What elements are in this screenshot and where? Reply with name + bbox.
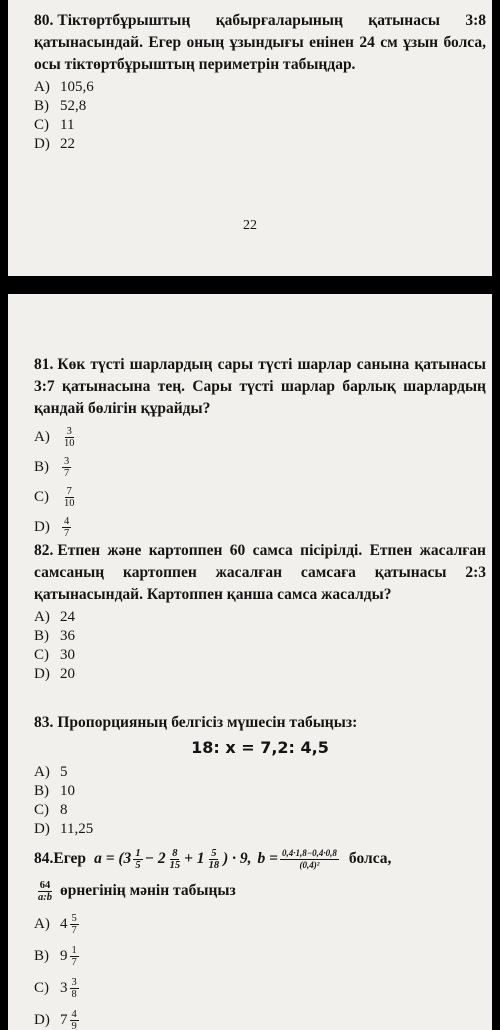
- option-82-d[interactable]: D) 20: [34, 666, 75, 682]
- option-81-d[interactable]: D) $\frac{4}{7}$: [34, 515, 70, 539]
- question-81-stem: [34, 354, 486, 420]
- option-81-b[interactable]: B) $\frac{3}{7}$: [34, 455, 70, 479]
- option-84-a[interactable]: A) 4 $\frac{5}{7}$: [34, 912, 77, 936]
- option-82-a[interactable]: A) 24: [34, 609, 75, 625]
- option-84-d[interactable]: D) 7 $\frac{4}{9}$: [34, 1008, 77, 1030]
- fraction: $\frac{3}{7}$: [64, 455, 70, 479]
- question-81-text: Көк түсті шарлардың сары түсті шарлар санына қатынасы 3:7 қатынасына тең. Сары түсті шарлар барлық шарлардың қандай бөлігін құрайды?: [34, 356, 486, 417]
- question-81-number: 81.: [34, 356, 54, 373]
- question-83-text: Пропорцияның белгісіз мүшесін табыңыз:: [57, 714, 358, 731]
- option-80-c[interactable]: C) 11: [34, 117, 75, 133]
- question-83-options: [34, 763, 486, 839]
- expression-b: b = $\frac{0,4\cdot 1,8-0,4\cdot 0,8}{\text{(0,4)²}}$: [257, 847, 337, 870]
- option-82-c[interactable]: C) 30: [34, 647, 75, 663]
- option-80-d[interactable]: D) 22: [34, 136, 75, 152]
- fraction: $\frac{3}{10}$: [64, 425, 75, 449]
- proportion-formula: 18: x = 7,2: 4,5: [191, 738, 329, 757]
- question-80-number: 80.: [34, 12, 54, 29]
- question-81: [34, 354, 486, 542]
- page-bottom: [8, 294, 492, 1030]
- question-82-options: [34, 608, 486, 684]
- question-84-stem: 84. Егер a = (3 $\frac{1}{5}$ − 2 $\frac{8}{15}$ + 1 $\frac{5}{18}$ ) · 9, b = $\frac{0,4\cdot 1,8-0,4\cdot 0,8}{\text{(0,4)²}}$ болса,: [34, 842, 486, 876]
- question-83-stem: [34, 712, 486, 734]
- option-80-a[interactable]: A) 105,6: [34, 79, 94, 95]
- question-84-number: 84.: [34, 850, 54, 867]
- option-81-a[interactable]: A) $\frac{3}{10}$: [34, 425, 75, 449]
- question-81-options: [34, 422, 486, 542]
- page-top: [8, 0, 492, 276]
- question-84-options: [34, 908, 486, 1030]
- option-83-a[interactable]: A) 5: [34, 764, 68, 780]
- fraction: $\frac{7}{10}$: [64, 485, 75, 509]
- question-82-stem: [34, 540, 486, 606]
- question-82-number: 82.: [34, 542, 54, 559]
- option-83-c[interactable]: C) 8: [34, 802, 68, 818]
- fraction: $\frac{4}{7}$: [64, 515, 70, 539]
- option-81-c[interactable]: C) $\frac{7}{10}$: [34, 485, 75, 509]
- question-82: [34, 540, 486, 684]
- question-83: [34, 712, 486, 839]
- option-82-b[interactable]: B) 36: [34, 628, 75, 644]
- question-83-number: 83.: [34, 714, 54, 731]
- question-84: [34, 842, 486, 1030]
- question-80-text: Тіктөртбұрыштың қабырғаларының қатынасы 3:8 қатынасындай. Егер оның ұзындығы енінен 24 см ұзын болса, осы тіктөртбұрыштың периметрін табыңдар.: [34, 12, 486, 73]
- question-80-stem: [34, 10, 486, 76]
- question-84-text: $\frac{64}{a:b}$ өрнегінің мәнін табыңыз: [38, 879, 236, 903]
- option-84-b[interactable]: B) 9 $\frac{1}{7}$: [34, 944, 77, 968]
- question-82-text: Етпен және картоппен 60 самса пісірілді. Етпен жасалған самсаның картоппен жасалған самсаға қатынасы 2:3 қатынасындай. Картоппен қанша самса жасалды?: [34, 542, 486, 603]
- option-83-b[interactable]: B) 10: [34, 783, 75, 799]
- question-80: [34, 10, 486, 154]
- page-number: 22: [243, 218, 257, 233]
- expression-a: a = (3 $\frac{1}{5}$ − 2 $\frac{8}{15}$ + 1 $\frac{5}{18}$ ) · 9,: [94, 847, 252, 871]
- option-83-d[interactable]: D) 11,25: [34, 821, 94, 837]
- question-80-options: [34, 78, 486, 154]
- option-84-c[interactable]: C) 3 $\frac{3}{8}$: [34, 976, 77, 1000]
- option-80-b[interactable]: B) 52,8: [34, 98, 87, 114]
